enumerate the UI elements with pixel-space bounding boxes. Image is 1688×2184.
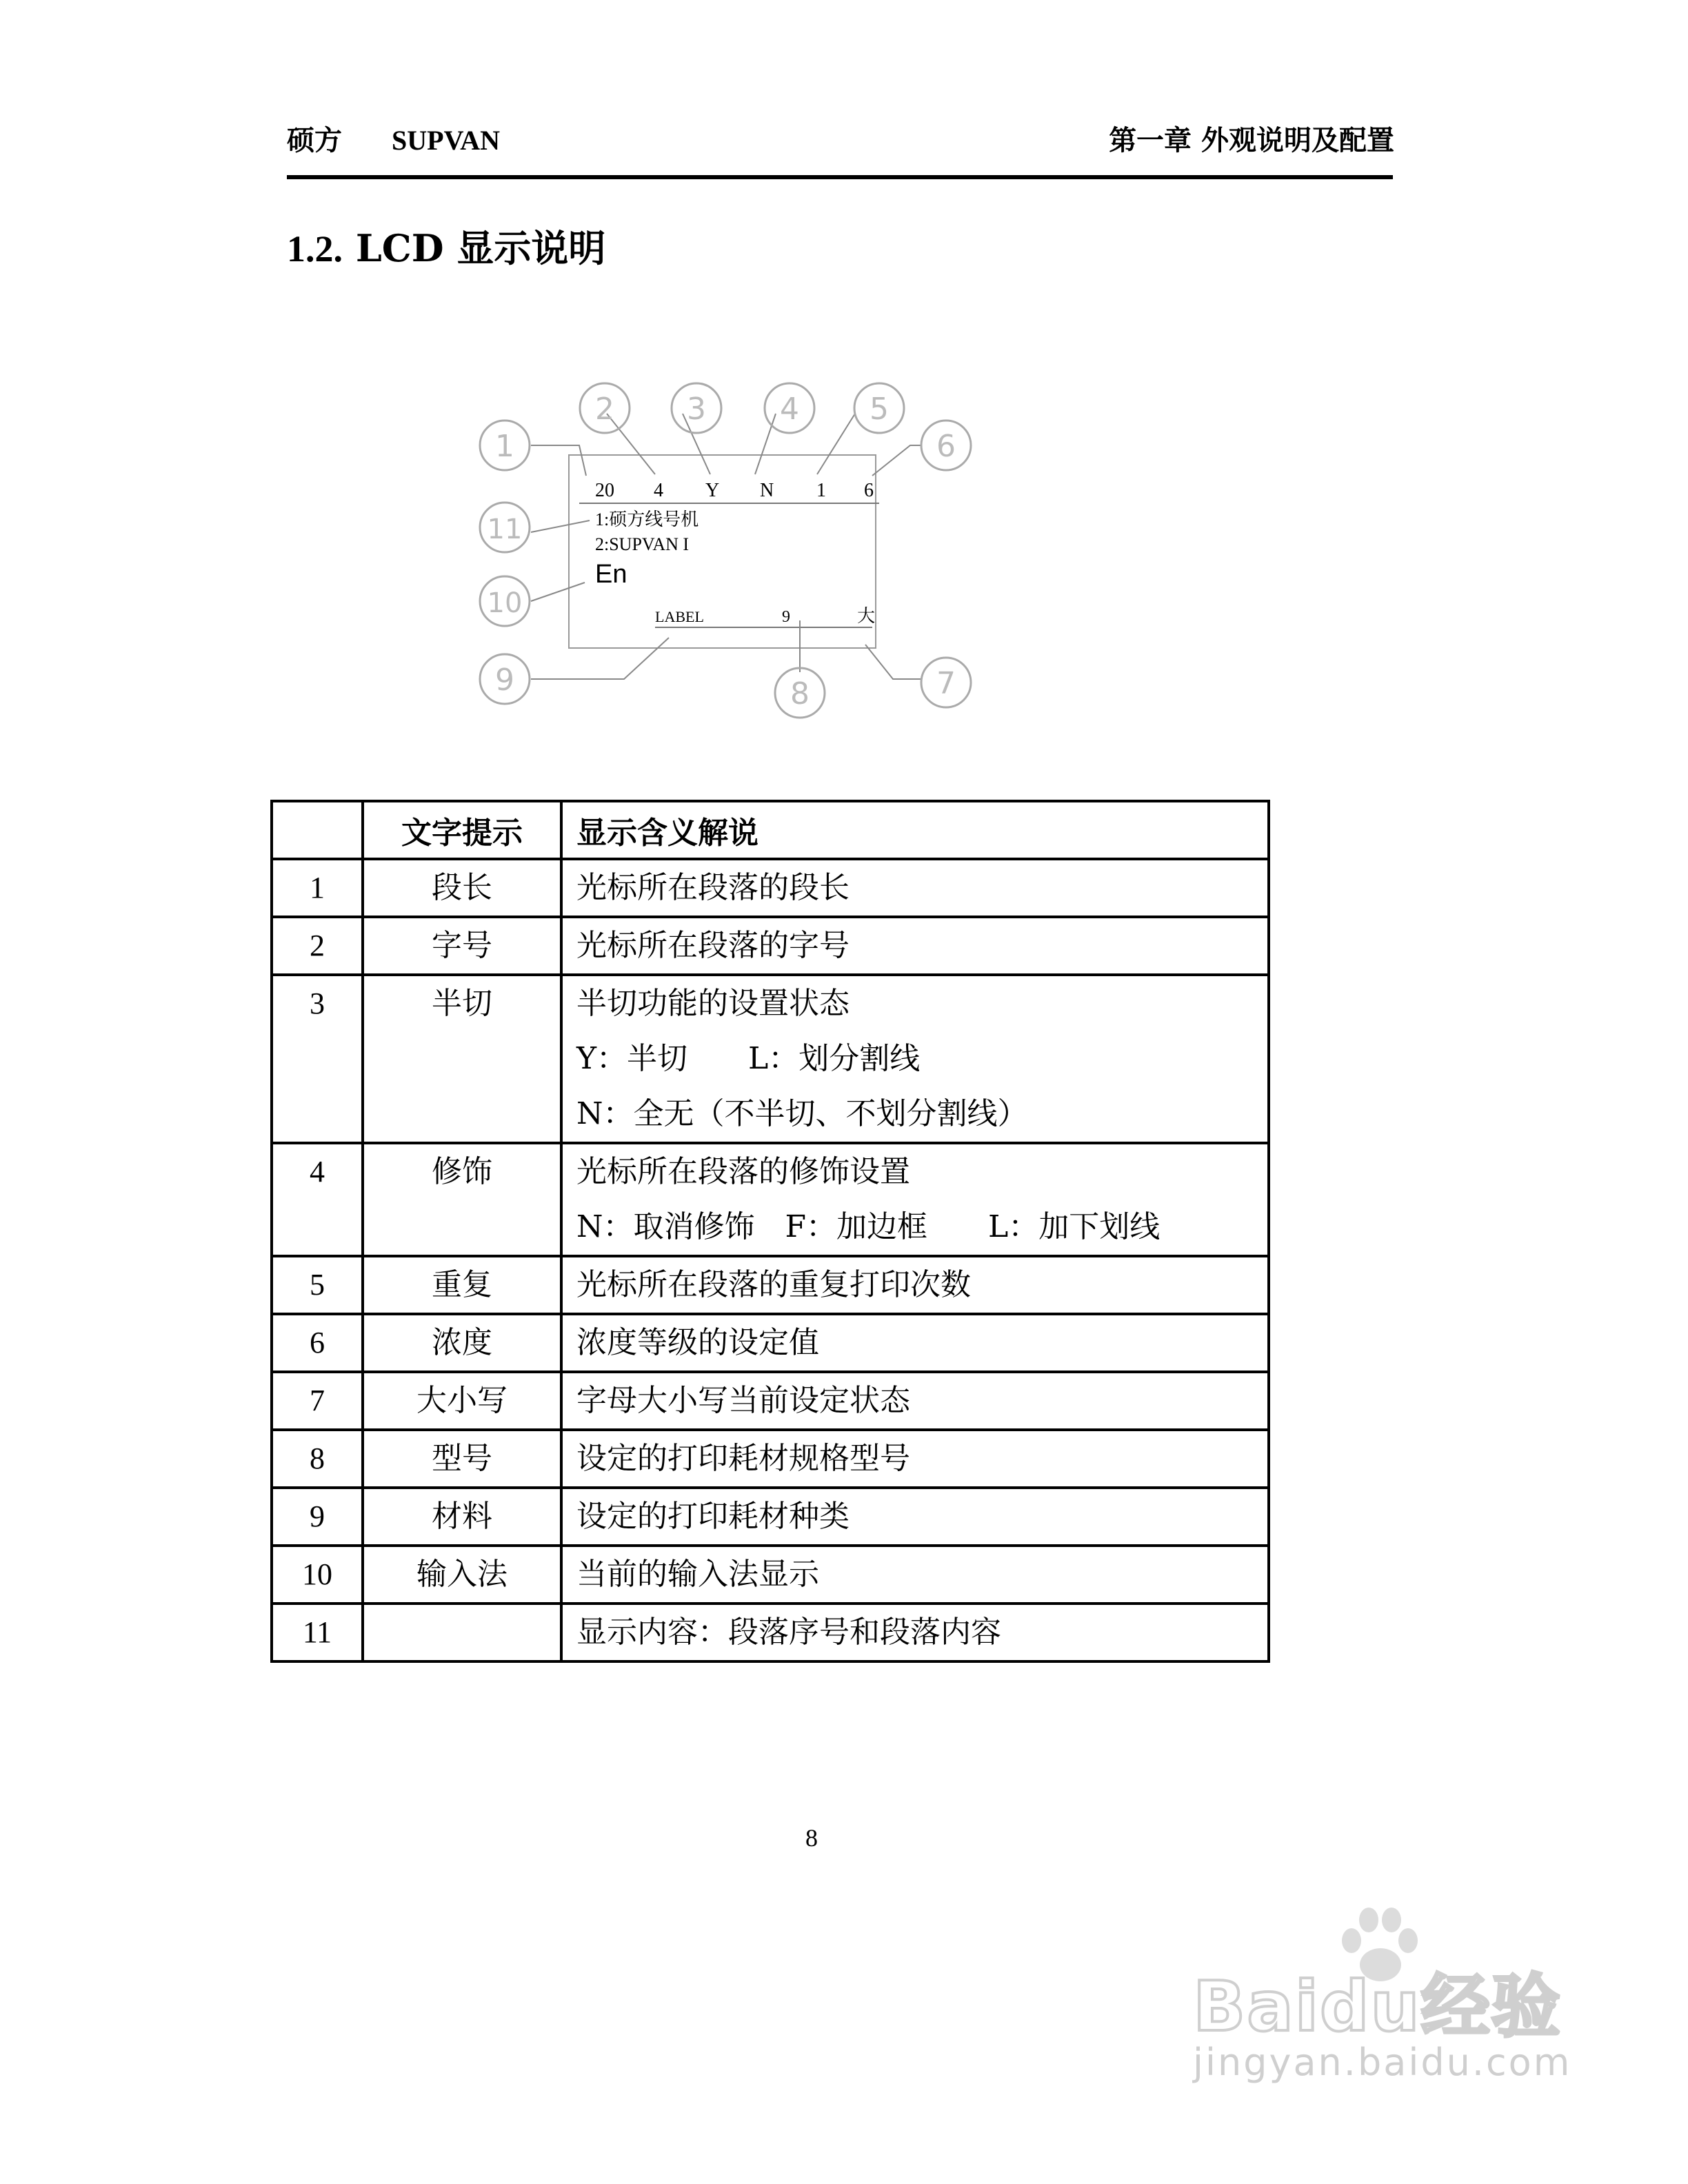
row-prompt — [363, 1314, 561, 1372]
row-prompt-text: 浓度 — [432, 1325, 492, 1360]
leader-10 — [531, 583, 585, 601]
callout-label-4: 4 — [780, 392, 799, 427]
table-row — [272, 859, 1269, 917]
callout-label-6: 6 — [936, 429, 956, 464]
row-number-text: 4 — [310, 1155, 325, 1189]
lcd-content-line-1: 1:硕方线号机 — [595, 509, 699, 529]
row-prompt — [363, 1372, 561, 1430]
row-prompt-text: 材料 — [432, 1499, 492, 1534]
row-prompt — [363, 1604, 561, 1661]
row-number — [272, 1604, 363, 1661]
row-number-text: 8 — [310, 1442, 325, 1475]
row-number — [272, 975, 363, 1143]
row-prompt — [363, 1430, 561, 1488]
table-row — [272, 1546, 1269, 1604]
leader-1 — [531, 445, 586, 476]
row-meaning-line: 光标所在段落的字号 — [576, 928, 850, 963]
row-meaning — [561, 1488, 1269, 1546]
row-number — [272, 917, 363, 975]
row-number — [272, 1314, 363, 1372]
header-rule — [287, 175, 1393, 179]
table-row — [272, 1314, 1269, 1372]
callout-label-7: 7 — [936, 666, 956, 701]
row-meaning — [561, 1256, 1269, 1314]
row-number — [272, 1546, 363, 1604]
row-meaning — [561, 1143, 1269, 1256]
row-meaning-line: 设定的打印耗材种类 — [576, 1499, 850, 1534]
table-body — [272, 859, 1269, 1661]
leader-9 — [531, 638, 669, 679]
callout-label-3: 3 — [687, 392, 706, 427]
row-number-text: 7 — [310, 1384, 325, 1417]
table-header-row — [272, 801, 1269, 859]
row-meaning — [561, 1546, 1269, 1604]
row-prompt-text: 字号 — [432, 928, 492, 963]
row-meaning-line: Y：半切 L：划分割线 — [576, 1041, 921, 1076]
row-meaning-line: 浓度等级的设定值 — [576, 1325, 819, 1360]
table-header-num — [272, 801, 363, 859]
row-meaning-line: 光标所在段落的重复打印次数 — [576, 1267, 971, 1302]
table-row — [272, 1256, 1269, 1314]
row-prompt — [363, 917, 561, 975]
row-prompt-text: 重复 — [432, 1267, 492, 1302]
row-number — [272, 859, 363, 917]
table-row — [272, 1604, 1269, 1661]
table-row — [272, 917, 1269, 975]
row-meaning — [561, 1430, 1269, 1488]
table-header-meaning: 显示含义解说 — [561, 801, 1269, 859]
lcd-value-halfcut: Y — [705, 480, 720, 501]
row-meaning-line: 设定的打印耗材规格型号 — [576, 1441, 910, 1476]
row-number — [272, 1372, 363, 1430]
row-prompt — [363, 859, 561, 917]
lcd-value-size: 4 — [654, 480, 663, 501]
row-number — [272, 1143, 363, 1256]
lcd-description-table — [270, 800, 1270, 1663]
callout-label-5: 5 — [870, 392, 889, 427]
row-meaning — [561, 975, 1269, 1143]
row-number-text: 9 — [310, 1499, 325, 1533]
lcd-value-length: 20 — [595, 480, 614, 501]
page-number: 8 — [805, 1824, 818, 1852]
lcd-model: 9 — [782, 608, 790, 626]
row-number — [272, 1430, 363, 1488]
watermark — [1186, 1903, 1572, 2110]
row-meaning-line: N：全无（不半切、不划分割线） — [576, 1096, 1028, 1131]
table-row — [272, 1372, 1269, 1430]
row-number — [272, 1256, 363, 1314]
lcd-material: LABEL — [655, 608, 704, 625]
row-number-text: 11 — [302, 1615, 332, 1649]
table-row — [272, 975, 1269, 1143]
leader-7 — [865, 645, 921, 679]
row-prompt — [363, 1256, 561, 1314]
row-number-text: 10 — [302, 1557, 332, 1591]
lcd-input-method: En — [595, 560, 627, 589]
row-number-text: 3 — [310, 987, 325, 1020]
row-meaning — [561, 1314, 1269, 1372]
header-brand: SUPVAN — [392, 125, 501, 156]
table-header-prompt: 文字提示 — [363, 801, 561, 859]
lcd-content-line-2: 2:SUPVAN I — [595, 534, 690, 554]
row-meaning-line: 当前的输入法显示 — [576, 1557, 819, 1592]
row-prompt-text: 输入法 — [416, 1557, 508, 1592]
row-number-text: 2 — [310, 929, 325, 962]
callout-label-9: 9 — [495, 663, 514, 698]
row-prompt-text: 半切 — [432, 986, 492, 1021]
row-prompt-text: 大小写 — [416, 1383, 508, 1418]
row-meaning-line: 半切功能的设置状态 — [576, 986, 850, 1021]
row-prompt-text: 型号 — [432, 1441, 492, 1476]
table-row — [272, 1488, 1269, 1546]
section-title-text: LCD 显示说明 — [355, 226, 606, 270]
row-meaning-line: 字母大小写当前设定状态 — [576, 1383, 910, 1418]
row-meaning — [561, 917, 1269, 975]
table-row — [272, 1143, 1269, 1256]
section-number: 1.2. — [287, 228, 343, 270]
row-prompt-text: 段长 — [432, 870, 492, 905]
row-number-text: 6 — [310, 1326, 325, 1359]
table-row — [272, 1430, 1269, 1488]
row-prompt — [363, 1488, 561, 1546]
callout-label-10: 10 — [487, 587, 523, 619]
row-number-text: 5 — [310, 1268, 325, 1302]
callout-label-1: 1 — [495, 429, 514, 464]
row-meaning-line: 光标所在段落的修饰设置 — [576, 1154, 910, 1189]
watermark-url: jingyan.baidu.com — [1193, 2041, 1572, 2084]
row-meaning — [561, 1372, 1269, 1430]
header-left — [287, 119, 500, 158]
lcd-value-density: 6 — [864, 480, 874, 501]
header-chapter-title: 第一章 外观说明及配置 — [1109, 124, 1394, 156]
row-number-text: 1 — [310, 871, 325, 904]
header-company-cn: 硕方 — [287, 124, 342, 156]
leader-5 — [817, 414, 855, 474]
leader-4 — [755, 414, 776, 474]
lcd-case: 大 — [857, 606, 876, 626]
callout-label-8: 8 — [790, 676, 810, 711]
row-meaning — [561, 1604, 1269, 1661]
leader-6 — [872, 445, 921, 476]
row-meaning-line: N：取消修饰 F：加边框 L：加下划线 — [576, 1209, 1160, 1244]
row-prompt-text: 修饰 — [432, 1154, 492, 1189]
section-title — [287, 219, 605, 272]
row-meaning-line: 显示内容：段落序号和段落内容 — [576, 1615, 1001, 1650]
lcd-value-repeat: 1 — [816, 480, 826, 501]
callout-label-11: 11 — [487, 514, 523, 545]
row-meaning — [561, 859, 1269, 917]
lcd-diagram — [469, 372, 1007, 731]
leader-11 — [531, 520, 590, 532]
row-meaning-line: 光标所在段落的段长 — [576, 870, 850, 905]
lcd-value-decoration: N — [760, 480, 774, 501]
row-number — [272, 1488, 363, 1546]
row-prompt — [363, 1546, 561, 1604]
callout-label-2: 2 — [595, 392, 614, 427]
row-prompt-text — [378, 1605, 546, 1660]
watermark-brand: Baidu经验 — [1193, 1966, 1562, 2047]
row-prompt — [363, 975, 561, 1143]
row-prompt — [363, 1143, 561, 1256]
